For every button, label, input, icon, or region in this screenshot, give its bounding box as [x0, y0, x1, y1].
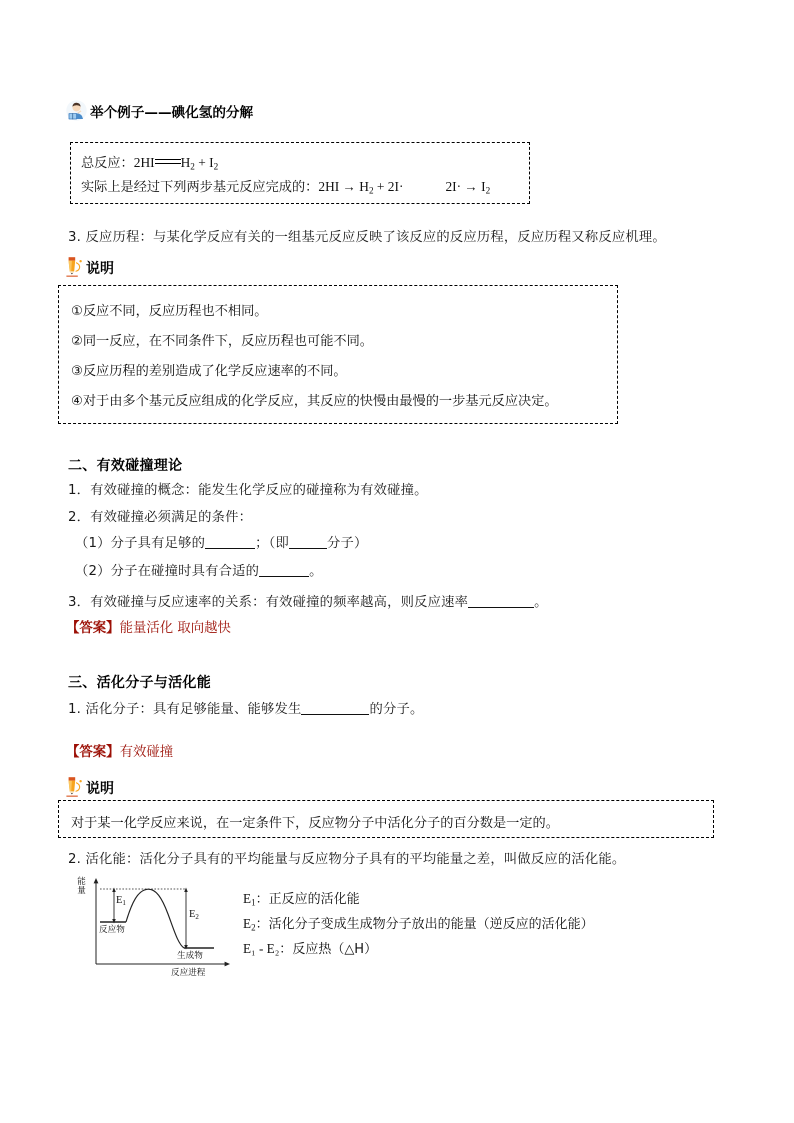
section-3-heading: 三、活化分子与活化能: [68, 675, 211, 691]
section-2-condition-1: （1）分子具有足够的 ；（即 分子）: [75, 536, 368, 551]
energy-legend-item-2: E₁ - E₂：反应热（△H）: [243, 941, 378, 957]
note-1-item-3: ④对于由多个基元反应组成的化学反应，其反应的快慢由最慢的一步基元反应决定。: [71, 394, 558, 409]
note-header-1: [64, 256, 114, 278]
example-formula-box: [70, 142, 530, 204]
note-box-2: [58, 800, 714, 838]
pencil-icon: [64, 776, 84, 798]
total-reaction-line: 总反应：2HI $H_2 + I_2$: [81, 155, 219, 172]
diagram-y-axis-label: 能量: [77, 877, 86, 897]
elementary-steps-line: 实际上是经过下列两步基元反应完成的：$2HI \to H_2 + 2I\cdot 2I\cdot \to I_2$: [81, 179, 491, 196]
note-header-1-label: 说明: [86, 261, 114, 277]
note-header-2-label: 说明: [86, 781, 114, 797]
answer-text: 有效碰撞: [119, 745, 174, 760]
answer-tag: 【答案】: [66, 745, 120, 760]
section-2-condition-2: （2）分子在碰撞时具有合适的 。: [75, 564, 323, 579]
note-1-item-1: ②同一反应，在不同条件下，反应历程也可能不同。: [71, 334, 373, 349]
example-header-label: 举个例子——碘化氢的分解: [90, 104, 254, 121]
answer-text: 能量活化 取向越快: [119, 621, 231, 636]
section-2-line-1: 1．有效碰撞的概念：能发生化学反应的碰撞称为有效碰撞。: [68, 483, 428, 498]
answer-tag: 【答案】: [66, 621, 120, 636]
note-1-item-0: ①反应不同，反应历程也不相同。: [71, 304, 268, 319]
item-3-reaction-mechanism: 3. 反应历程：与某化学反应有关的一组基元反应反映了该反应的反应历程，反应历程又称反应机理。: [68, 230, 666, 245]
pencil-icon: [64, 256, 84, 278]
section-2-answer: [66, 617, 231, 636]
note-1-item-2: ③反应历程的差别造成了化学反应速率的不同。: [71, 364, 347, 379]
note-2-text: 对于某一化学反应来说，在一定条件下，反应物分子中活化分子的百分数是一定的。: [71, 816, 559, 831]
section-3-line-1: 1. 活化分子：具有足够能量、能够发生 的分子。: [68, 702, 424, 717]
person-with-book-icon: [66, 100, 87, 121]
blank-activated: [289, 548, 327, 549]
section-3-answer: [66, 741, 173, 760]
section-3-line-2: 2. 活化能：活化分子具有的平均能量与反应物分子具有的平均能量之差，叫做反应的活化能。: [68, 852, 626, 867]
diagram-label-product: 生成物: [177, 951, 203, 961]
example-header: [66, 100, 253, 121]
blank-energy: [205, 548, 255, 549]
diagram-label-e1: $E_1$: [116, 895, 126, 907]
blank-effective-collision: [301, 714, 369, 715]
diagram-x-axis-label: 反应进程: [171, 968, 206, 978]
note-header-2: [64, 776, 114, 798]
blank-rate: [468, 607, 534, 608]
diagram-label-reactant: 反应物: [99, 925, 125, 935]
diagram-label-e2: $E_2$: [189, 909, 199, 921]
energy-legend-item-0: $E_1$：正反应的活化能: [243, 891, 360, 908]
note-box-1: [58, 285, 618, 424]
section-2-line-3: 3．有效碰撞与反应速率的关系：有效碰撞的频率越高，则反应速率 。: [68, 595, 548, 610]
section-2-heading: 二、有效碰撞理论: [68, 458, 183, 474]
energy-legend-item-1: $E_2$：活化分子变成生成物分子放出的能量（逆反应的活化能）: [243, 916, 594, 933]
section-2-line-2: 2．有效碰撞必须满足的条件：: [68, 510, 253, 525]
blank-orientation: [259, 576, 309, 577]
energy-profile-diagram: [74, 876, 242, 980]
